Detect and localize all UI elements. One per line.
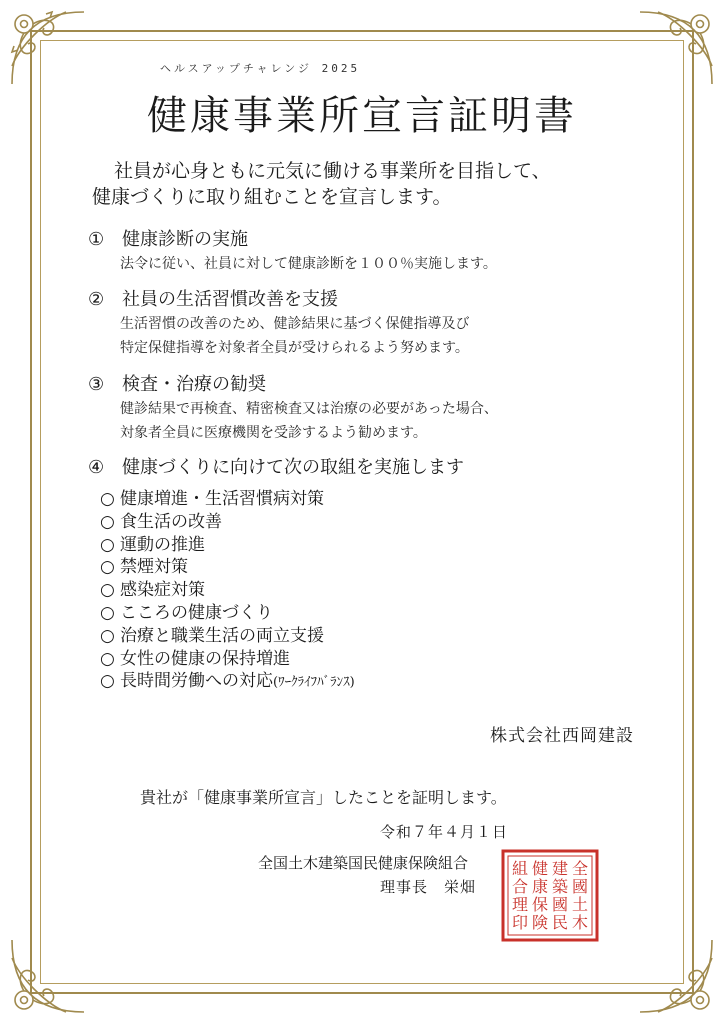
list-item-text: 治療と職業生活の両立支援 [120,625,324,646]
issuer-name: 全国土木建築国民健康保険組合 [258,854,469,872]
section-body-line: 特定保健指導を対象者全員が受けられるよう努めます。 [120,340,469,356]
list-item-text: 食生活の改善 [120,511,222,532]
corner-ornament-icon [634,6,718,90]
section-body [88,312,668,360]
list-item-text: 禁煙対策 [120,557,188,578]
svg-text:土: 土 [571,895,589,914]
section-health-checkup [88,228,668,276]
section-number: ③ [88,374,105,395]
circle-bullet-icon: ○ [100,602,115,623]
company-name: 株式会社西岡建設 [490,726,634,746]
circle-bullet-icon: ○ [100,580,115,601]
svg-text:保: 保 [531,895,549,914]
svg-text:國: 國 [571,877,589,896]
intro-line: 社員が心身ともに元気に働ける事業所を目指して、 [114,160,551,182]
circle-bullet-icon: ○ [100,557,115,578]
svg-text:組: 組 [511,859,529,878]
certification-statement: 貴社が「健康事業所宣言」したことを証明します。 [140,788,507,807]
svg-text:印: 印 [511,913,529,932]
section-body-line: 健診結果で再検査、精密検査又は治療の必要があった場合、 [120,401,498,417]
list-item [100,488,355,511]
svg-text:民: 民 [551,913,569,932]
svg-text:築: 築 [551,877,569,896]
svg-text:康: 康 [531,877,549,896]
certificate-title: 健康事業所宣言証明書 [147,93,577,139]
declaration-intro [92,158,652,210]
section-heading: 検査・治療の勧奨 [122,374,266,395]
list-item [100,579,355,602]
list-item-text: 健康増進・生活習慣病対策 [120,489,324,509]
list-item-text: 運動の推進 [120,534,205,555]
section-number: ④ [88,457,105,478]
svg-text:國: 國 [551,895,569,914]
list-item [100,625,355,648]
list-item-text: 女性の健康の保持増進 [120,648,290,669]
svg-text:合: 合 [511,877,529,896]
intro-line: 健康づくりに取り組むことを宣言します。 [92,186,452,208]
section-number: ① [88,229,105,250]
circle-bullet-icon: ○ [100,511,115,532]
section-body-line: 対象者全員に医療機関を受診するよう勧めます。 [120,425,427,441]
program-subtitle: ヘルスアップチャレンジ 2025 [160,62,361,75]
corner-ornament-icon [6,6,90,90]
svg-text:理: 理 [511,895,529,914]
list-item-text: 感染症対策 [120,580,205,601]
list-item-text: こころの健康づくり [120,602,273,623]
section-body [88,252,668,276]
svg-text:険: 険 [531,913,549,932]
initiative-list [100,488,355,695]
chairman-name: 理事長 栄畑 [380,878,477,896]
official-seal-stamp [500,848,600,943]
section-body [88,397,668,445]
section-heading: 健康診断の実施 [122,229,248,250]
corner-ornament-icon [634,934,718,1018]
section-lifestyle-support [88,288,668,360]
svg-text:建: 建 [551,859,569,878]
section-heading: 社員の生活習慣改善を支援 [122,289,338,310]
issue-date: 令和７年４月１日 [380,823,509,841]
circle-bullet-icon: ○ [100,534,115,555]
circle-bullet-icon: ○ [100,671,115,692]
list-item [100,534,355,557]
svg-text:木: 木 [571,913,589,932]
corner-ornament-icon [6,934,90,1018]
svg-text:全: 全 [571,859,589,878]
list-item-note: (ﾜｰｸﾗｲﾌﾊﾞﾗﾝｽ) [273,675,355,691]
list-item-text: 長時間労働への対応 [120,671,273,692]
list-item [100,648,355,671]
section-number: ② [88,289,105,310]
list-item [100,670,355,695]
svg-text:健: 健 [531,859,549,878]
section-body-line: 生活習慣の改善のため、健診結果に基づく保健指導及び [120,316,470,332]
list-item [100,556,355,579]
section-body-line: 法令に従い、社員に対して健康診断を１００％実施します。 [120,256,497,272]
section-health-initiatives [88,456,668,480]
list-item [100,602,355,625]
section-exam-treatment [88,373,668,445]
section-heading: 健康づくりに向けて次の取組を実施します [122,457,464,478]
circle-bullet-icon: ○ [100,648,115,669]
circle-bullet-icon: ○ [100,625,115,646]
list-item [100,511,355,534]
circle-bullet-icon: ○ [100,489,115,509]
